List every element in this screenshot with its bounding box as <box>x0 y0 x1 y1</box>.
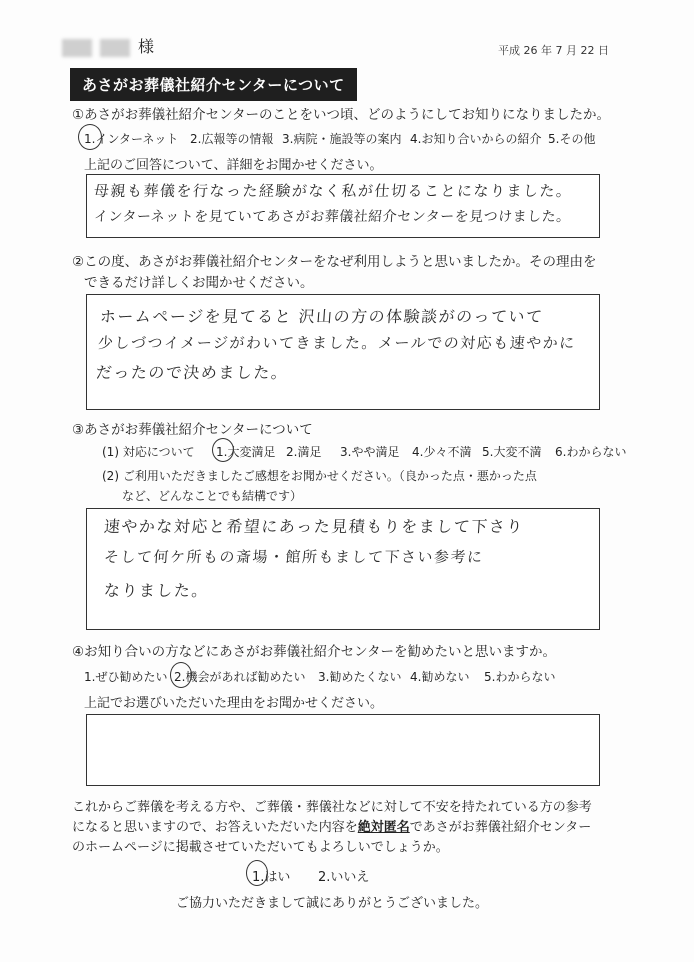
selected-answer-circle <box>212 438 234 462</box>
q1-detail-prompt: 上記のご回答について、詳細をお聞かせください。 <box>84 158 383 173</box>
consent-yes-option: 1.はい <box>252 870 291 885</box>
q1-answer-line: インターネットを見ていてあさがお葬儀社紹介センターを見つけました。 <box>93 209 572 225</box>
q3-answer-line: なりました。 <box>103 581 210 600</box>
q4-option: 2.機会があれば勧めたい <box>174 670 306 684</box>
q3-sub2-prompt: など、どんなことでも結構です） <box>122 489 303 503</box>
q4-option: 1.ぜひ勧めたい <box>84 670 168 684</box>
anonymous-emphasis: 絶対匿名 <box>357 820 410 835</box>
selected-answer-circle <box>170 662 192 688</box>
q3-sub1-label: (1) 対応について <box>102 445 195 459</box>
redacted-name <box>62 39 92 57</box>
q1-question: ①あさがお葬儀社紹介センターのことをいつ頃、どのようにしてお知りになりましたか。 <box>72 107 611 123</box>
q3-question: ③あさがお葬儀社紹介センターについて <box>72 422 313 438</box>
q4-option: 3.勧めたくない <box>318 670 402 684</box>
q4-question: ④お知り合いの方などにあさがお葬儀社紹介センターを勧めたいと思いますか。 <box>72 644 557 660</box>
consent-no-option: 2.いいえ <box>318 870 370 885</box>
q4-reason-prompt: 上記でお選びいただいた理由をお聞かせください。 <box>84 696 384 711</box>
q1-option: 5.その他 <box>548 132 596 146</box>
consent-text <box>72 816 591 835</box>
q1-answer-line: 母親も葬儀を行なった経験がなく私が仕切ることになりました。 <box>93 182 574 200</box>
q1-option: 2.広報等の情報 <box>190 132 274 146</box>
q3-option: 3.やや満足 <box>340 445 400 459</box>
selected-answer-circle <box>246 860 268 886</box>
q1-option: 4.お知り合いからの紹介 <box>410 132 542 146</box>
section-banner: あさがお葬儀社紹介センターについて <box>70 68 357 101</box>
q4-answer-box <box>86 714 600 786</box>
recipient-name <box>62 34 154 57</box>
q3-option: 1.大変満足 <box>216 445 276 459</box>
q1-option: 1.インターネット <box>84 132 179 146</box>
q3-option: 4.少々不満 <box>412 445 472 459</box>
redacted-name <box>100 39 130 57</box>
q3-answer-line: そして何ケ所もの斎場・館所もまして下さい参考に <box>103 548 485 566</box>
survey-date: 平成 26 年 7 月 22 日 <box>498 44 609 57</box>
q3-answer-line: 速やかな対応と希望にあった見積もりをまして下さり <box>103 517 525 536</box>
q2-answer-line: ホームページを見てると 沢山の方の体験談がのっていて <box>99 307 545 326</box>
q2-question: ②この度、あさがお葬儀社紹介センターをなぜ利用しようと思いましたか。その理由を <box>72 254 597 270</box>
consent-text-part: になると思いますので、お答えいただいた内容を <box>72 820 358 835</box>
q2-answer-line: 少しづつイメージがわいてきました。メールでの対応も速やかに <box>97 334 577 352</box>
consent-text: これからご葬儀を考える方や、ご葬儀・葬儀社などに対して不安を持たれている方の参考 <box>72 800 592 815</box>
q3-option: 5.大変不満 <box>482 445 542 459</box>
q4-option: 5.わからない <box>484 670 556 684</box>
q2-answer-line: だったので決めました。 <box>95 363 290 382</box>
q3-option: 2.満足 <box>286 445 322 459</box>
thanks-message: ご協力いただきまして誠にありがとうございました。 <box>176 896 489 911</box>
q3-option: 6.わからない <box>555 445 627 459</box>
q3-sub2-prompt: (2) ご利用いただきましたご感想をお聞かせください。（良かった点・悪かった点 <box>102 469 537 483</box>
q4-option: 4.勧めない <box>410 670 470 684</box>
consent-text: のホームページに掲載させていただいてもよろしいでしょうか。 <box>72 840 449 855</box>
q1-option: 3.病院・施設等の案内 <box>282 132 402 146</box>
consent-text-part: であさがお葬儀社紹介センター <box>409 820 592 835</box>
honorific: 様 <box>138 37 155 56</box>
q2-question: できるだけ詳しくお聞かせください。 <box>84 275 314 291</box>
selected-answer-circle <box>78 124 102 150</box>
